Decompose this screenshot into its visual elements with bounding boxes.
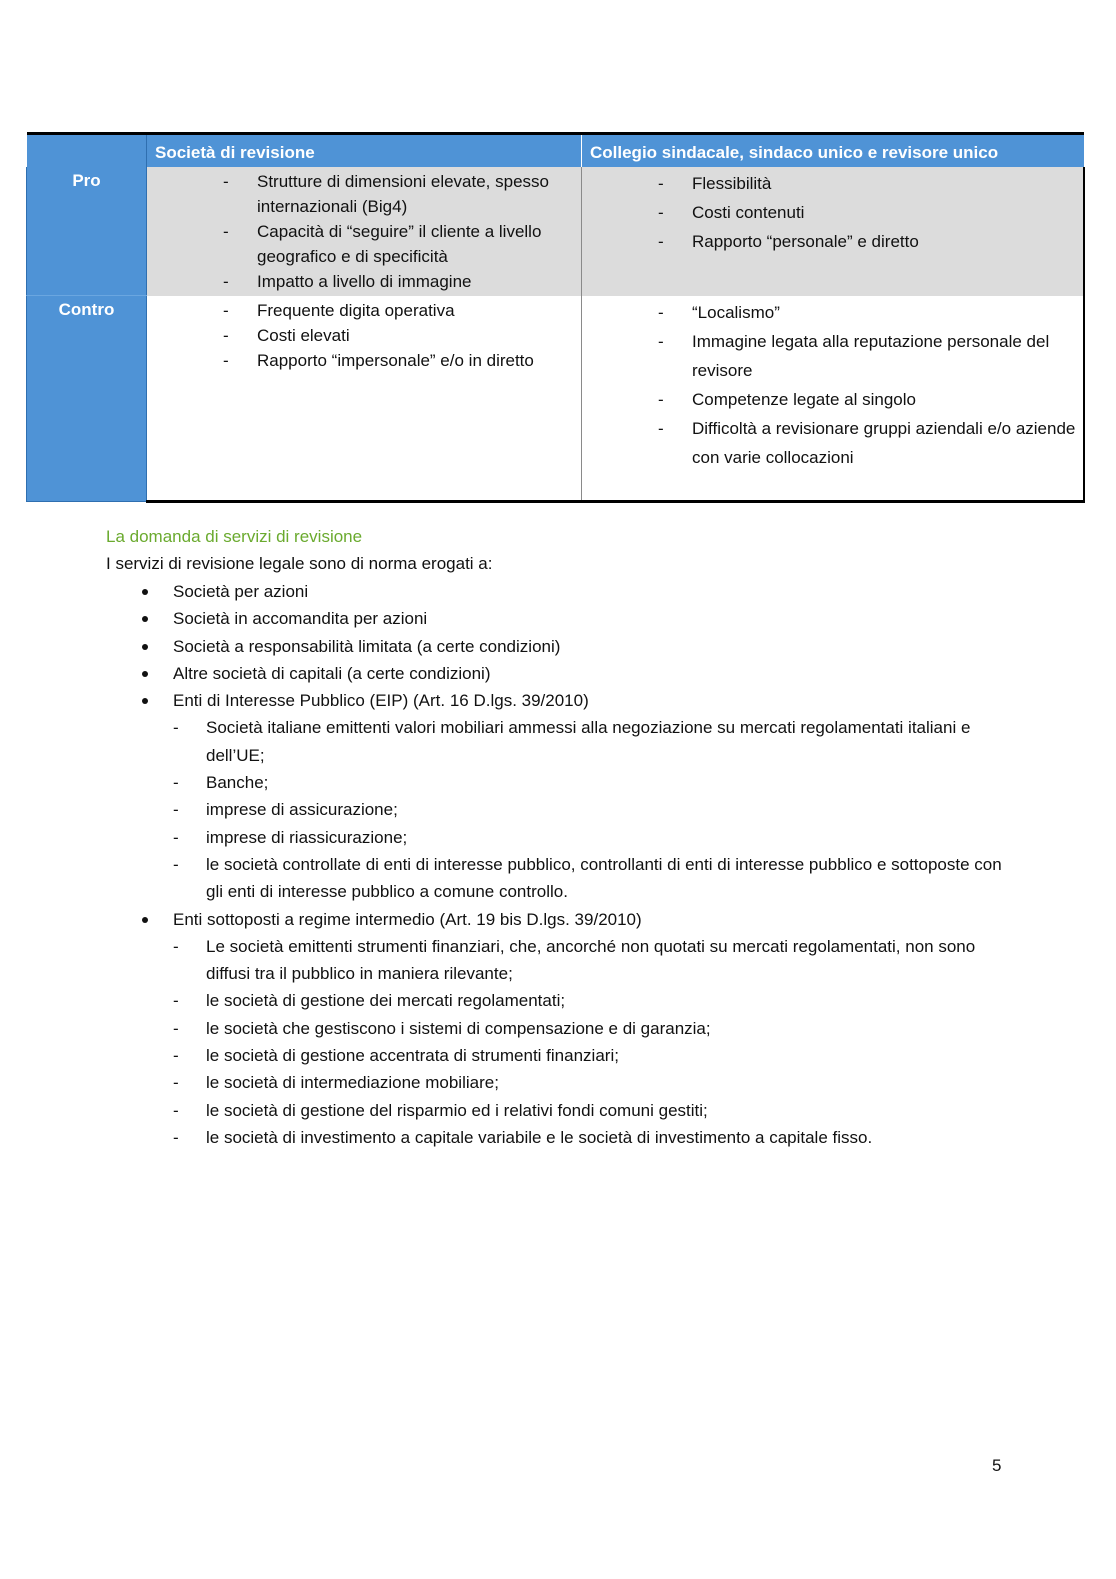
- sub-list-item: - le società di intermediazione mobiliare;: [106, 1069, 1006, 1096]
- row-label-contro: Contro: [27, 296, 147, 502]
- list-item: - Immagine legata alla reputazione personale del revisore: [582, 327, 1083, 385]
- list-item: - Competenze legate al singolo: [582, 385, 1083, 414]
- header-societa-di-revisione: Società di revisione: [147, 134, 582, 168]
- sub-list-item: - le società di investimento a capitale variabile e le società di investimento a capitale fisso.: [106, 1124, 1006, 1151]
- bullet-item: [106, 660, 1006, 687]
- bullet-item-eip: [106, 687, 1006, 905]
- table-row-pro: [27, 167, 1084, 296]
- bullet-text: Enti sottoposti a regime intermedio (Art. 19 bis D.lgs. 39/2010): [173, 909, 642, 929]
- contro-collegio-list: [582, 298, 1083, 472]
- sub-list-item: - imprese di riassicurazione;: [106, 824, 1006, 851]
- sub-list-item: - imprese di assicurazione;: [106, 796, 1006, 823]
- entity-bullet-list: [106, 578, 1006, 1151]
- header-collegio-sindacale: Collegio sindacale, sindaco unico e revisore unico: [582, 134, 1084, 168]
- sub-list-item: - le società di gestione del risparmio ed i relativi fondi comuni gestiti;: [106, 1097, 1006, 1124]
- row-label-pro: Pro: [27, 167, 147, 296]
- eip-sub-list: [173, 714, 1006, 905]
- bullet-item: [106, 605, 1006, 632]
- sub-list-item: - Banche;: [106, 769, 1006, 796]
- cell-pro-societa: [147, 167, 582, 296]
- list-item: - Capacità di “seguire” il cliente a livello geografico e di specificità: [147, 219, 581, 269]
- bullet-item: [106, 633, 1006, 660]
- sub-list-item: - le società che gestiscono i sistemi di compensazione e di garanzia;: [106, 1015, 1006, 1042]
- regime-intermedio-sub-list: [173, 933, 1006, 1151]
- list-item: - Impatto a livello di immagine: [147, 269, 581, 294]
- list-item: - Flessibilità: [582, 169, 1083, 198]
- sub-list-item: - le società di gestione dei mercati regolamentati;: [106, 987, 1006, 1014]
- bullet-text: Società per azioni: [173, 582, 309, 601]
- comparison-table: [26, 132, 1085, 503]
- sub-list-item: - Le società emittenti strumenti finanziari, che, ancorché non quotati su mercati regolamentati, non sono diffusi tra il pubblico in maniera rilevante;: [106, 933, 1006, 988]
- cell-contro-societa: [147, 296, 582, 502]
- list-item: - Strutture di dimensioni elevate, spesso internazionali (Big4): [147, 169, 581, 219]
- cell-contro-collegio: [582, 296, 1084, 502]
- bullet-text: Società in accomandita per azioni: [173, 609, 428, 629]
- list-item: - Frequente digita operativa: [147, 298, 581, 323]
- pro-collegio-list: [582, 169, 1083, 256]
- table-row-contro: [27, 296, 1084, 502]
- list-item: - Difficoltà a revisionare gruppi aziendali e/o aziende con varie collocazioni: [582, 414, 1083, 472]
- contro-societa-list: [147, 298, 581, 373]
- list-item: - Rapporto “personale” e diretto: [582, 227, 1083, 256]
- bullet-text: Enti di Interesse Pubblico (EIP) (Art. 16 D.lgs. 39/2010): [173, 691, 589, 711]
- section-heading: La domanda di servizi di revisione: [106, 527, 363, 546]
- list-item: - Costi contenuti: [582, 198, 1083, 227]
- bullet-item-regime-intermedio: [106, 906, 1006, 1152]
- list-item: - “Localismo”: [582, 298, 1083, 327]
- bullet-text: Società a responsabilità limitata (a certe condizioni): [173, 636, 561, 656]
- cell-pro-collegio: [582, 167, 1084, 296]
- list-item: - Costi elevati: [147, 323, 581, 348]
- bullet-text: Altre società di capitali (a certe condizioni): [173, 663, 491, 683]
- intro-paragraph: I servizi di revisione legale sono di norma erogati a:: [106, 554, 493, 573]
- bullet-item: [106, 578, 1006, 605]
- table-header-row: [27, 134, 1084, 168]
- sub-list-item: - le società di gestione accentrata di strumenti finanziari;: [106, 1042, 1006, 1069]
- page-number: 5: [992, 1456, 1002, 1475]
- header-corner-cell: [27, 134, 147, 168]
- sub-list-item: - le società controllate di enti di interesse pubblico, controllanti di enti di interesse pubblico e sottoposte con gli enti di interesse pubblico a comune controllo.: [106, 851, 1006, 906]
- list-item: - Rapporto “impersonale” e/o in diretto: [147, 348, 581, 373]
- pro-societa-list: [147, 169, 581, 294]
- sub-list-item: - Società italiane emittenti valori mobiliari ammessi alla negoziazione su mercati regolamentati italiani e dell’UE;: [106, 714, 1006, 769]
